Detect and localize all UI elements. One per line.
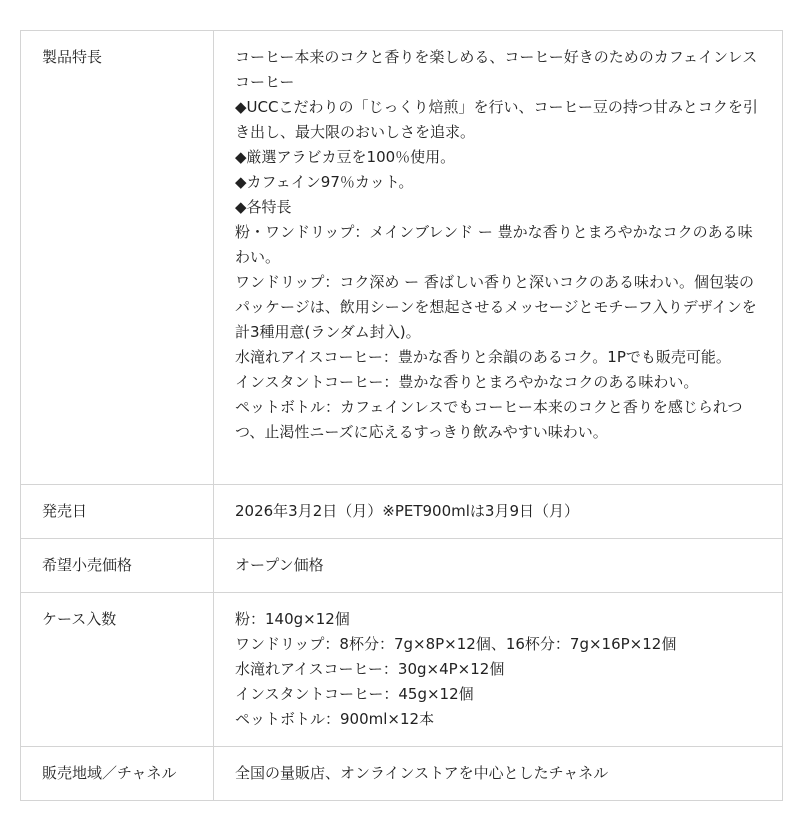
spec-value [214, 31, 783, 485]
spec-row-case-quantity [21, 593, 783, 747]
spec-line: ◆厳選アラビカ豆を100％使用。 [235, 148, 456, 166]
spec-line: ◆各特長 [235, 198, 292, 216]
spec-line: ペットボトル：カフェインレスでもコーヒー本来のコクと香りを感じられつつ、止渇性ニーズに応えるすっきり飲みやすい味わい。 [235, 398, 743, 441]
spec-line: 水滝れアイスコーヒー：30g×4P×12個 [235, 660, 505, 678]
spec-line: 粉：140g×12個 [235, 610, 350, 628]
spec-line: オープン価格 [235, 556, 324, 574]
spec-line: ◆UCCこだわりの「じっくり焙煎」を行い、コーヒー豆の持つ甘みとコクを引き出し、最大限のおいしさを追求。 [235, 98, 758, 141]
spec-line: ワンドリップ：コク深め ー 香ばしい香りと深いコクのある味わい。個包装のパッケージは、飲用シーンを想起させるメッセージとモチーフ入りデザインを計3種用意(ランダム封入)。 [235, 273, 757, 341]
spec-row-sales-channel [21, 747, 783, 801]
spec-line: インスタントコーヒー：豊かな香りとまろやかなコクのある味わい。 [235, 373, 699, 391]
spec-line: ペットボトル：900ml×12本 [235, 710, 435, 728]
spec-line: ◆カフェイン97％カット。 [235, 173, 414, 191]
spec-line: 水滝れアイスコーヒー：豊かな香りと余韻のあるコク。1Pでも販売可能。 [235, 348, 731, 366]
spec-line: インスタントコーヒー：45g×12個 [235, 685, 474, 703]
spec-label: ケース入数 [21, 593, 214, 747]
spec-line: ワンドリップ：8杯分：7g×8P×12個、16杯分：7g×16P×12個 [235, 635, 677, 653]
spec-line: 全国の量販店、オンラインストアを中心としたチャネル [235, 764, 609, 782]
spec-value [214, 747, 783, 801]
spec-label: 販売地域／チャネル [21, 747, 214, 801]
spec-row-retail-price [21, 539, 783, 593]
spec-row-release-date [21, 485, 783, 539]
spec-label: 製品特長 [21, 31, 214, 485]
spec-line: 粉・ワンドリップ：メインブレンド ー 豊かな香りとまろやかなコクのある味わい。 [235, 223, 753, 266]
spec-row-features [21, 31, 783, 485]
spec-label: 希望小売価格 [21, 539, 214, 593]
product-spec-table [20, 30, 783, 801]
spec-value [214, 539, 783, 593]
spec-value [214, 485, 783, 539]
spec-label: 発売日 [21, 485, 214, 539]
spec-line: コーヒー本来のコクと香りを楽しめる、コーヒー好きのためのカフェインレスコーヒー [235, 48, 758, 91]
spec-value [214, 593, 783, 747]
spec-line: 2026年3月2日（月）※PET900mlは3月9日（月） [235, 502, 580, 520]
